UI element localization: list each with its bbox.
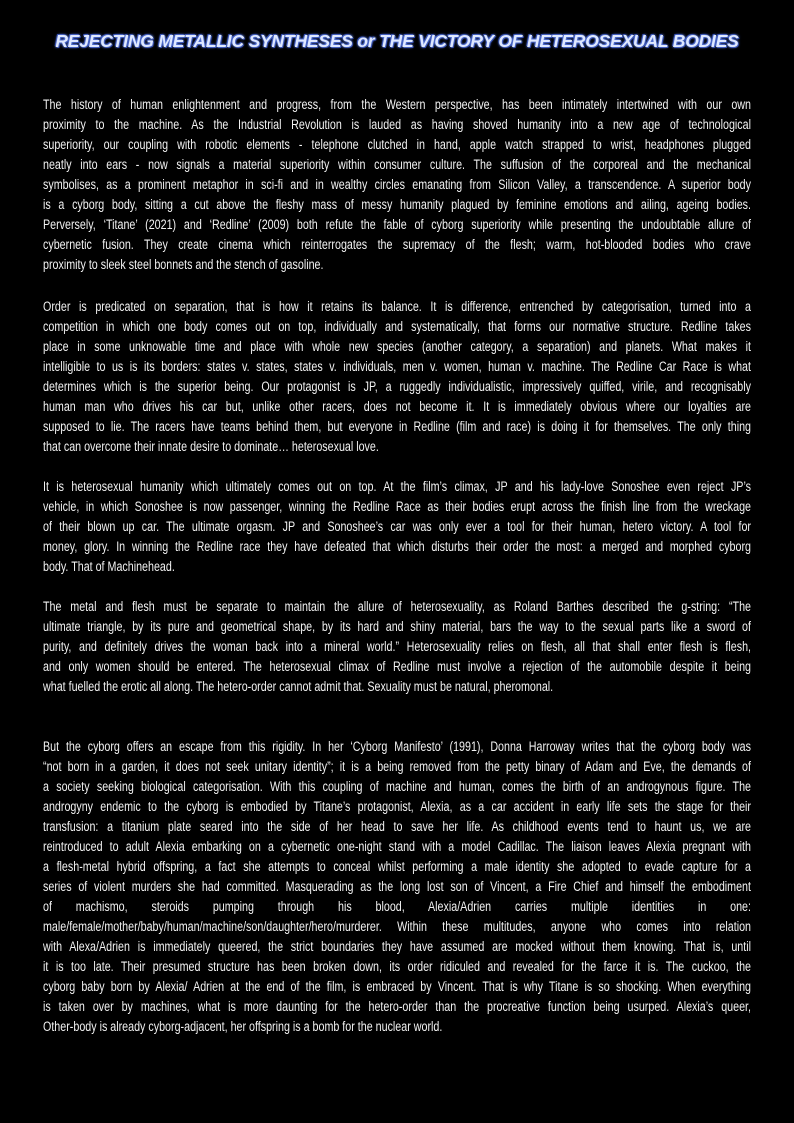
- text-line: [43, 397, 751, 417]
- text-line: [43, 235, 751, 255]
- text-line: [43, 977, 751, 997]
- text-line-content: androgyny endemic to the cyborg is embodied by Titane’s protagonist, Alexia, as a car accident in early life sets the stage for their: [43, 799, 751, 814]
- text-line-content: of machismo, steroids pumping through his blood, Alexia/Adrien carries multiple identities in one:: [43, 899, 751, 914]
- text-line: [43, 857, 751, 877]
- text-line-content: determines which is the superior being. Our protagonist is JP, a ruggedly individualistic, impressively quiffed, virile, and recognisably: [43, 379, 751, 394]
- text-line-content: intelligible to us is its borders: states v. states, states v. individuals, men v. women, human v. machine. The Redline Car Race is what: [43, 359, 751, 374]
- text-line-content: proximity to the machine. As the Industrial Revolution is lauded as having shoved humanity into a new age of technological: [43, 117, 751, 132]
- paragraph-3: [43, 477, 751, 577]
- text-line: [43, 937, 751, 957]
- text-line: [43, 497, 751, 517]
- text-line-content: a flesh-metal hybrid offspring, a fact she attempts to conceal whilst performing a male identity she adopted to evade capture for a: [43, 859, 751, 874]
- text-line-content: superiority, our coupling with robotic elements - telephone clutched in hand, apple watch strapped to wrist, headphones plugged: [43, 137, 751, 152]
- text-line-content: supposed to lie. The racers have teams behind them, but everyone in Redline (film and race) is doing it for themselves. The only thing: [43, 419, 751, 434]
- text-line: [43, 897, 751, 917]
- text-line: [43, 477, 751, 497]
- text-line: [43, 917, 751, 937]
- text-line-content: body. That of Machinehead.: [43, 559, 175, 574]
- text-line: [43, 597, 751, 617]
- text-line-content: is taken over by machines, what is more daunting for the hetero-order than the procreative function being usurped. Alexia’s queer,: [43, 999, 751, 1014]
- text-line: [43, 317, 751, 337]
- text-line: [43, 95, 751, 115]
- text-line: [43, 657, 751, 677]
- text-line: [43, 677, 751, 697]
- text-line: [43, 115, 751, 135]
- text-line-content: “not born in a garden, it does not seek unitary identity”; it is a being removed from the petty binary of Adam and Eve, the demands of: [43, 759, 751, 774]
- text-line: [43, 557, 751, 577]
- text-line: [43, 297, 751, 317]
- text-line-content: a society seeking biological categorisation. With this coupling of machine and human, comes the birth of an androgynous figure. The: [43, 779, 751, 794]
- text-line: [43, 357, 751, 377]
- text-line: [43, 837, 751, 857]
- text-line: [43, 175, 751, 195]
- text-line-content: neatly into ears - now signals a material superiority within consumer culture. The suffusion of the corporeal and the mechanical: [43, 157, 751, 172]
- text-line: [43, 617, 751, 637]
- text-line-content: reintroduced to adult Alexia embarking on a cybernetic one-night stand with a model Cadillac. The liaison leaves Alexia pregnant with: [43, 839, 751, 854]
- text-line-content: that can overcome their innate desire to dominate… heterosexual love.: [43, 439, 379, 454]
- text-line-content: Order is predicated on separation, that is how it retains its balance. It is difference, entrenched by categorisation, turned into a: [43, 299, 751, 314]
- paragraph-5: [43, 737, 751, 1037]
- text-line: [43, 797, 751, 817]
- text-line-content: place in some unknowable time and place with whole new species (another category, a separation) and planets. What makes it: [43, 339, 751, 354]
- text-line: [43, 377, 751, 397]
- text-line: [43, 757, 751, 777]
- text-line: [43, 135, 751, 155]
- paragraph-4: [43, 597, 751, 697]
- text-line-content: proximity to sleek steel bonnets and the stench of gasoline.: [43, 257, 324, 272]
- text-line-content: competition in which one body comes out on top, individually and systematically, that forms our normative structure. Redline takes: [43, 319, 751, 334]
- text-line: [43, 155, 751, 175]
- text-line-content: Perversely, ‘Titane’ (2021) and ‘Redline’ (2009) both refute the fable of cyborg superiority while presenting the undoubtable allure of: [43, 217, 751, 232]
- text-line: [43, 215, 751, 235]
- text-line: [43, 877, 751, 897]
- text-line-content: human man who drives his car but, unlike other racers, does not become it. It is immediately obvious where our loyalties are: [43, 399, 751, 414]
- text-line: [43, 195, 751, 215]
- text-line-content: what fuelled the erotic all along. The hetero-order cannot admit that. Sexuality must be natural, pheromonal.: [43, 679, 554, 694]
- paragraph-2: [43, 297, 751, 457]
- text-line: [43, 255, 751, 275]
- text-line-content: with Alexa/Adrien is immediately queered, the strict boundaries they have assumed are mocked without them knowing. That is, until: [43, 939, 751, 954]
- text-line-content: cyborg baby born by Alexia/ Adrien at the end of the film, is embraced by Vincent. That is why Titane is so shocking. When everything: [43, 979, 751, 994]
- document-title: REJECTING METALLIC SYNTHESES or THE VICTORY OF HETEROSEXUAL BODIES: [55, 31, 739, 51]
- text-line-content: purity, and definitely drives the woman back into a mineral world.” Heterosexuality relies on flesh, all that shall enter flesh is flesh,: [43, 639, 751, 654]
- text-line-content: money, glory. In winning the Redline race they have defeated that which disturbs their order the most: a merged and morphed cyborg: [43, 539, 751, 554]
- text-line-content: of their blown up car. The ultimate orgasm. JP and Sonoshee’s car was only ever a tool for their human, hetero victory. A tool for: [43, 519, 751, 534]
- text-line: [43, 957, 751, 977]
- paragraph-1: [43, 95, 751, 275]
- text-line-content: The metal and flesh must be separate to maintain the allure of heterosexuality, as Roland Barthes described the g-string: “The: [43, 599, 751, 614]
- text-line-content: But the cyborg offers an escape from this rigidity. In her ‘Cyborg Manifesto’ (1991), Donna Harroway writes that the cyborg body was: [43, 739, 751, 754]
- text-line-content: cybernetic fusion. They create cinema which reinterrogates the supremacy of the flesh; warm, hot-blooded bodies who crave: [43, 237, 751, 252]
- text-line-content: it is too late. Their presumed structure has been broken down, its order ridiculed and revealed for the farce it is. The cuckoo, the: [43, 959, 751, 974]
- text-line-content: The history of human enlightenment and progress, from the Western perspective, has been intimately intertwined with our own: [43, 97, 751, 112]
- text-line-content: vehicle, in which Sonoshee is now passenger, winning the Redline Race as their bodies erupt across the finish line from the wreckage: [43, 499, 751, 514]
- text-line: [43, 817, 751, 837]
- text-line: [43, 737, 751, 757]
- text-line: [43, 417, 751, 437]
- text-line: [43, 517, 751, 537]
- text-line: [43, 997, 751, 1017]
- text-line: [43, 437, 751, 457]
- text-line: [43, 637, 751, 657]
- text-line-content: ultimate triangle, by its pure and geometrical shape, by its hard and shiny material, bars the way to the sexual parts like a sword of: [43, 619, 751, 634]
- text-line-content: Other-body is already cyborg-adjacent, her offspring is a bomb for the nuclear world.: [43, 1019, 443, 1034]
- text-line-content: transfusion: a titanium plate seared into the side of her head to save her life. As childhood events tend to haunt us, we are: [43, 819, 751, 834]
- text-line-content: series of violent murders she had committed. Masquerading as the long lost son of Vincent, a Fire Chief and himself the embodiment: [43, 879, 751, 894]
- text-line-content: symbolises, as a prominent metaphor in sci-fi and in wealthy circles emanating from Silicon Valley, a transcendence. A superior body: [43, 177, 751, 192]
- text-line: [43, 1017, 751, 1037]
- text-line-content: is a cyborg body, sitting a cut above the fleshy mass of messy humanity plagued by feminine emotions and ailing, ageing bodies.: [43, 197, 751, 212]
- text-line-content: It is heterosexual humanity which ultimately comes out on top. At the film’s climax, JP and his lady-love Sonoshee even reject JP’s: [43, 479, 751, 494]
- text-line-content: and only women should be entered. The heterosexual climax of Redline must involve a rejection of the automobile despite it being: [43, 659, 751, 674]
- text-line: [43, 337, 751, 357]
- text-line-content: male/female/mother/baby/human/machine/son/daughter/hero/murderer. Within these multitudes, anyone who comes into relation: [43, 919, 751, 934]
- text-line: [43, 537, 751, 557]
- text-line: [43, 777, 751, 797]
